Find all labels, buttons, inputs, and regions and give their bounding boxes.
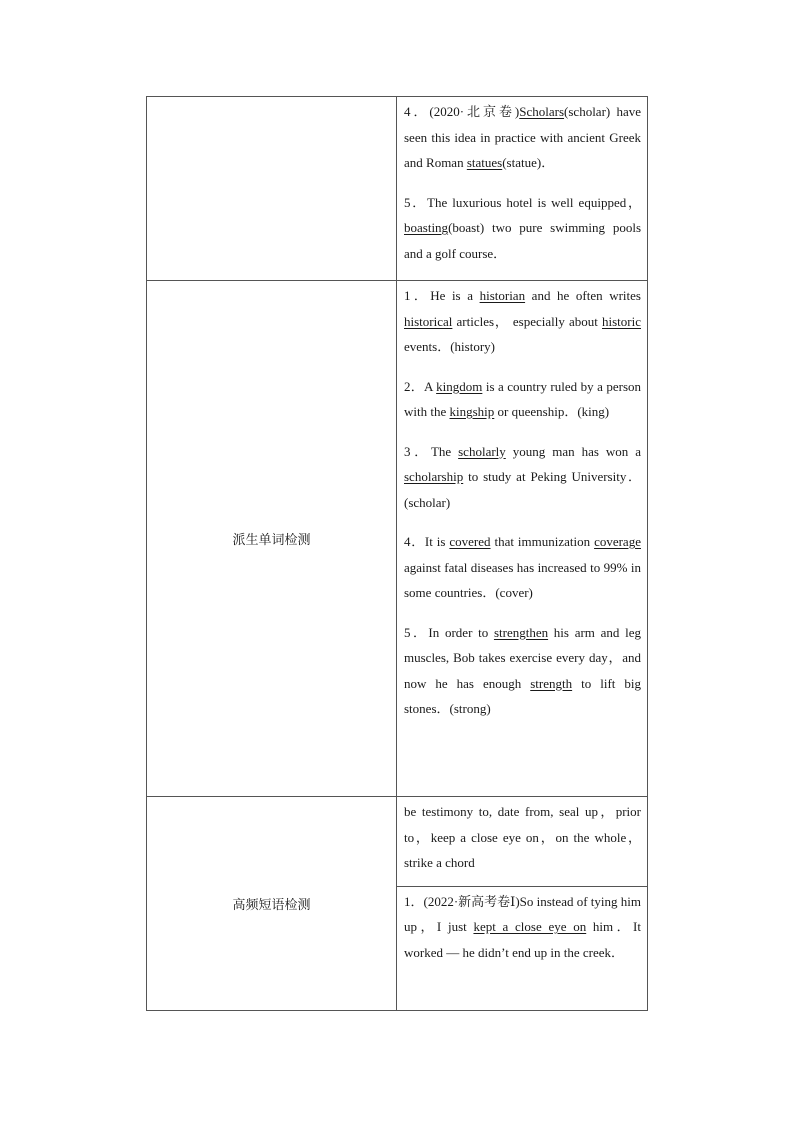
answer-word: strength bbox=[530, 675, 573, 691]
exercise-item bbox=[397, 99, 647, 176]
item-text: to lift big stones．(strong) bbox=[404, 675, 641, 716]
row-content bbox=[397, 97, 648, 281]
vocabulary-table bbox=[146, 96, 648, 1011]
exercise-item bbox=[397, 190, 647, 267]
item-text: 5．In order to bbox=[404, 624, 494, 640]
table-row bbox=[147, 281, 648, 797]
item-text: him．It worked — he didn’t end up in the creek． bbox=[404, 919, 641, 960]
answer-word: scholarly bbox=[458, 443, 506, 459]
exercise-item bbox=[397, 889, 647, 966]
item-text: 1．He is a bbox=[404, 288, 480, 303]
row-label: 派生单词检测 bbox=[147, 281, 397, 797]
item-text: 5．The luxurious hotel is well equipped， bbox=[404, 194, 641, 210]
answer-word: kingship bbox=[449, 404, 495, 419]
row-content bbox=[397, 797, 648, 1011]
item-text: events．(history) bbox=[404, 339, 495, 354]
exercise-item bbox=[397, 374, 647, 425]
exercise-item bbox=[397, 529, 647, 606]
item-text: against fatal diseases has increased to 99% in some countries．(cover) bbox=[404, 559, 641, 600]
item-text: 4．It is bbox=[404, 534, 450, 549]
item-text: that immunization bbox=[490, 534, 595, 549]
item-text: (statue)． bbox=[502, 155, 555, 170]
item-text: and he often writes bbox=[525, 288, 641, 303]
answer-word: historical bbox=[404, 313, 453, 329]
item-text: 2．A bbox=[404, 378, 437, 394]
phrase-list: be testimony to, date from, seal up，prior to，keep a close eye on，on the whole，strike a chord bbox=[404, 804, 641, 870]
answer-word: statues bbox=[466, 155, 503, 170]
item-text: is a country ruled by a person with the bbox=[404, 378, 642, 419]
item-text: (boast) two pure swimming pools and a golf course． bbox=[404, 220, 641, 261]
answer-word: strengthen bbox=[493, 624, 549, 640]
document-page bbox=[146, 96, 647, 1011]
item-text: his arm and leg muscles, Bob takes exercise every day，and now he has enough bbox=[404, 624, 641, 691]
answer-word: historic bbox=[602, 313, 641, 329]
exercise-item bbox=[397, 620, 647, 722]
answer-word: Scholars bbox=[519, 104, 565, 119]
answer-word: coverage bbox=[594, 534, 641, 549]
answer-word: historian bbox=[479, 288, 526, 303]
row-label bbox=[147, 97, 397, 281]
item-text: to study at Peking University．(scholar) bbox=[404, 469, 641, 510]
answer-word: covered bbox=[449, 534, 491, 549]
answer-word: kingdom bbox=[436, 378, 483, 394]
table-row bbox=[147, 97, 648, 281]
item-text: 4．(2020·北京卷) bbox=[404, 104, 520, 119]
exercise-item bbox=[397, 283, 647, 360]
item-text: articles， especially about bbox=[452, 313, 602, 329]
item-text: 3．The bbox=[404, 443, 459, 459]
item-text: (scholar) have seen this idea in practice with ancient Greek and Roman bbox=[404, 104, 641, 170]
item-text: or queenship．(king) bbox=[494, 404, 610, 419]
item-text: 1．(2022·新高考卷Ⅰ)So instead of tying him up，I just bbox=[404, 893, 641, 934]
answer-word: scholarship bbox=[404, 469, 464, 484]
row-label: 高频短语检测 bbox=[147, 797, 397, 1011]
row-content bbox=[397, 281, 648, 797]
item-text: young man has won a bbox=[505, 443, 641, 459]
answer-word: kept a close eye on bbox=[473, 919, 587, 934]
answer-word: boasting bbox=[404, 220, 449, 235]
table-row bbox=[147, 797, 648, 1011]
exercise-item bbox=[397, 439, 647, 516]
